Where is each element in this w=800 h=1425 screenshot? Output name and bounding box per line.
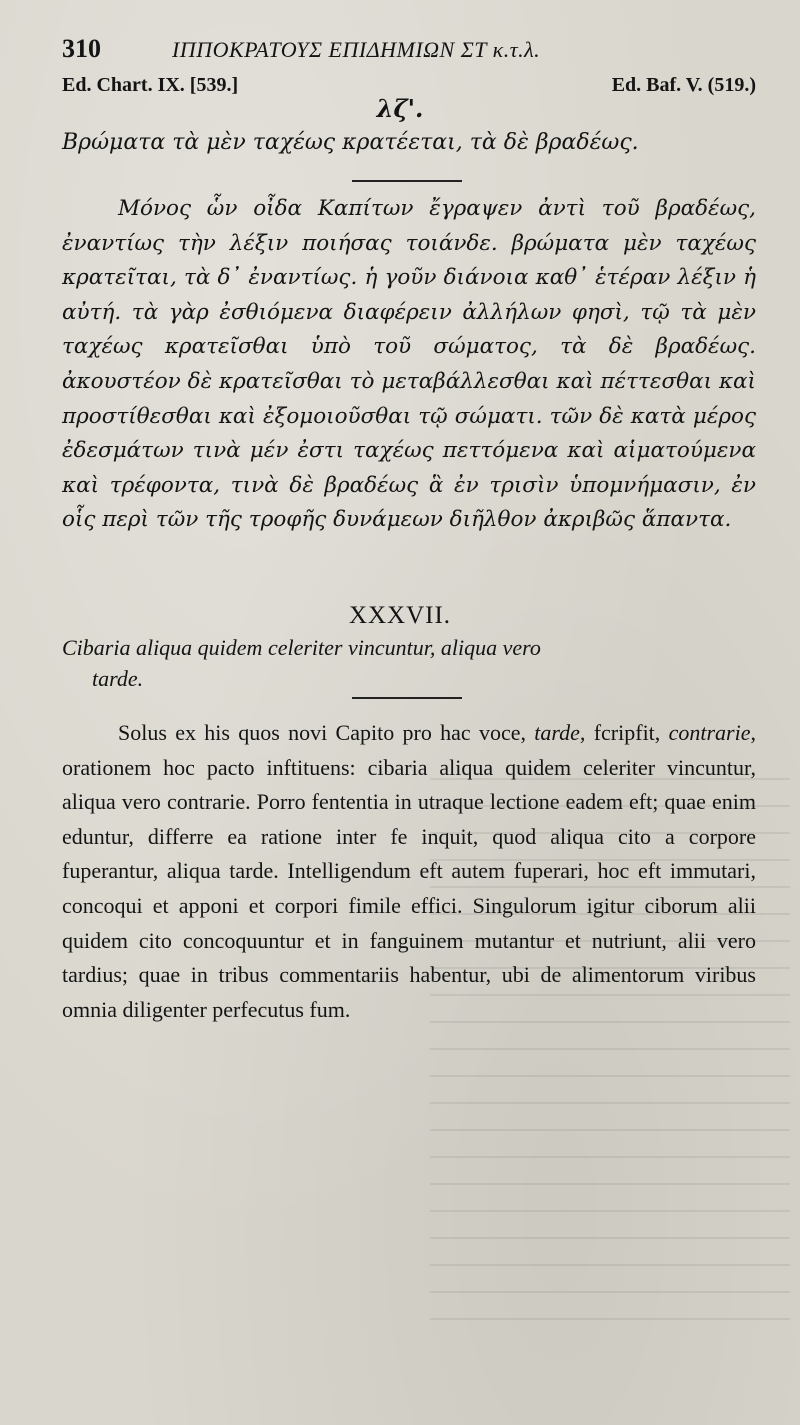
- latin-commentary: [62, 716, 756, 1027]
- divider-rule: [352, 697, 462, 699]
- latin-section-number: XXXVII.: [348, 602, 452, 629]
- greek-aphorism: Βρώματα τὰ μὲν ταχέως κρατέεται, τὰ δὲ βραδέως.: [62, 130, 639, 155]
- italic-word: contrarie: [668, 720, 751, 745]
- latin-aphorism: [62, 632, 756, 694]
- text-run: fcripfit,: [585, 720, 669, 745]
- edition-right: Ed. Baf. V. (519.): [611, 74, 756, 96]
- text-run: , orationem hoc pacto inftituens: cibaria aliqua quidem celeriter vincuntur, aliqua vero contrarie. Porro fententia in utraque lectione eadem eft; quae enim eduntur, differre ea ratione inter fe inquit, quod aliqua cito a corpore fuperantur, aliqua tarde. Intelligendum eft autem fuperari, hoc eft immutari, concoqui et apponi et corpori fimile effici. Singulorum igitur ciborum alii quidem cito concoquuntur et in fanguinem mutantur et nutriunt, alii vero tardius; quae in tribus commentariis habentur, ubi de alimentorum viribus omnia diligenter perfecutus fum.: [62, 720, 756, 1022]
- edition-left: Ed. Chart. IX. [539.]: [62, 74, 239, 96]
- latin-aphorism-line: tarde.: [92, 666, 144, 691]
- greek-section-number: λζ'.: [376, 94, 424, 123]
- italic-word: tarde,: [534, 720, 586, 745]
- latin-commentary-paragraph: [62, 716, 756, 1027]
- greek-commentary: Μόνος ὧν οἶδα Καπίτων ἔγραψεν ἀντὶ τοῦ βραδέως, ἐναντίως τὴν λέξιν ποιήσας τοιάνδε. βρώματα μὲν ταχέως κρατεῖται, τὰ δ᾽ ἐναντίως. ἡ γοῦν διάνοια καθ᾽ ἑτέραν λέξιν ἡ αὐτή. τὰ γὰρ ἐσθιόμενα διαφέρειν ἀλλήλων φησὶ, τῷ τὰ μὲν ταχέως κρατεῖσθαι ὑπὸ τοῦ σώματος, τὰ δὲ βραδέως. ἀκουστέον δὲ κρατεῖσθαι τὸ μεταβάλλεσθαι καὶ πέττεσθαι καὶ προστίθεσθαι καὶ ἐξομοιοῦσθαι τῷ σώματι. τῶν δὲ κατὰ μέρος ἐδεσμάτων τινὰ μέν ἐστι ταχέως πεττόμενα καὶ αἱματούμενα καὶ τρέφοντα, τινὰ δὲ βραδέως ἃ ἐν τρισὶν ὑπομνήμασιν, ἐν οἷς περὶ τῶν τῆς τροφῆς δυνάμεων διῆλθον ἀκριβῶς ἅπαντα.: [62, 196, 756, 533]
- text-run: Solus ex his quos novi Capito pro hac voce,: [118, 720, 535, 745]
- running-head: ΙΠΠΟΚΡΑΤΟΥΣ ΕΠΙΔΗΜΙΩΝ ΣΤ κ.τ.λ.: [172, 37, 541, 62]
- page-number: 310: [62, 34, 101, 63]
- divider-rule: [352, 180, 462, 182]
- latin-aphorism-line: Cibaria aliqua quidem celeriter vincuntur, aliqua vero: [62, 635, 541, 660]
- page-header: [62, 34, 752, 68]
